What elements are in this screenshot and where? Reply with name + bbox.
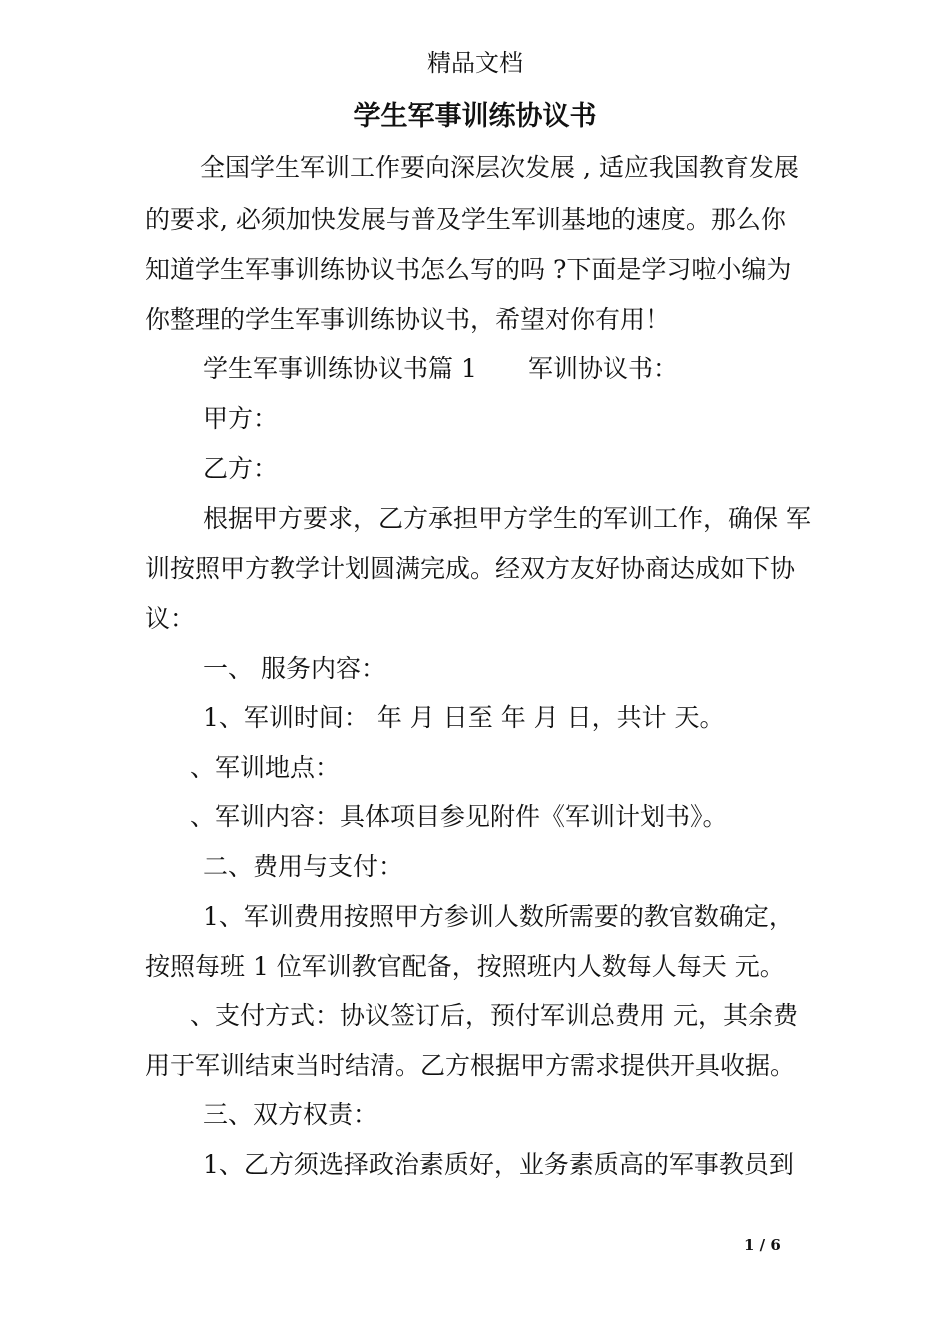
clause-line: 1、军训费用按照甲方参训人数所需要的教官数确定， [203, 902, 794, 931]
document-title: 学生军事训练协议书 [353, 101, 597, 132]
clause-line: 、军训内容：具体项目参见附件《军训计划书》。 [190, 802, 728, 831]
paragraph-line: 根据甲方要求，乙方承担甲方学生的军训工作，确保 军 [203, 504, 811, 533]
paragraph-line: 训按照甲方教学计划圆满完成。经双方友好协商达成如下协 [145, 554, 796, 583]
clause-line: 按照每班 1 位军训教官配备，按照班内人数每人每天 元。 [145, 952, 785, 981]
clause-heading: 一、 服务内容： [203, 654, 386, 683]
clause-line: 、支付方式：协议签订后，预付军训总费用 元，其余费 [190, 1001, 798, 1030]
paragraph-line: 全国学生军训工作要向深层次发展 , 适应我国教育发展 [200, 153, 799, 182]
clause-line: 1、军训时间： 年 月 日至 年 月 日，共计 天。 [203, 703, 725, 732]
page-number: 1 / 6 [744, 1236, 781, 1254]
paragraph-line: 你整理的学生军事训练协议书，希望对你有用！ [145, 305, 671, 334]
clause-line: 用于军训结束当时结清。乙方根据甲方需求提供开具收据。 [145, 1051, 796, 1080]
section-heading-agreement: 军训协议书： [528, 354, 679, 383]
section-heading-article: 学生军事训练协议书篇 1 [203, 354, 477, 383]
paragraph-line: 知道学生军事训练协议书怎么写的吗 ?下面是学习啦小编为 [145, 255, 792, 284]
clause-heading: 三、双方权责： [203, 1100, 379, 1129]
paragraph-line: 的要求, 必须加快发展与普及学生军训基地的速度。那么你 [145, 205, 786, 234]
paragraph-line: 议： [145, 604, 196, 633]
clause-heading: 二、费用与支付： [203, 852, 404, 881]
clause-line: 、军训地点： [190, 753, 341, 782]
page-header: 精品文档 [427, 49, 523, 77]
party-b-label: 乙方： [203, 454, 279, 483]
party-a-label: 甲方： [203, 404, 279, 433]
clause-line: 1、乙方须选择政治素质好，业务素质高的军事教员到 [203, 1150, 794, 1179]
